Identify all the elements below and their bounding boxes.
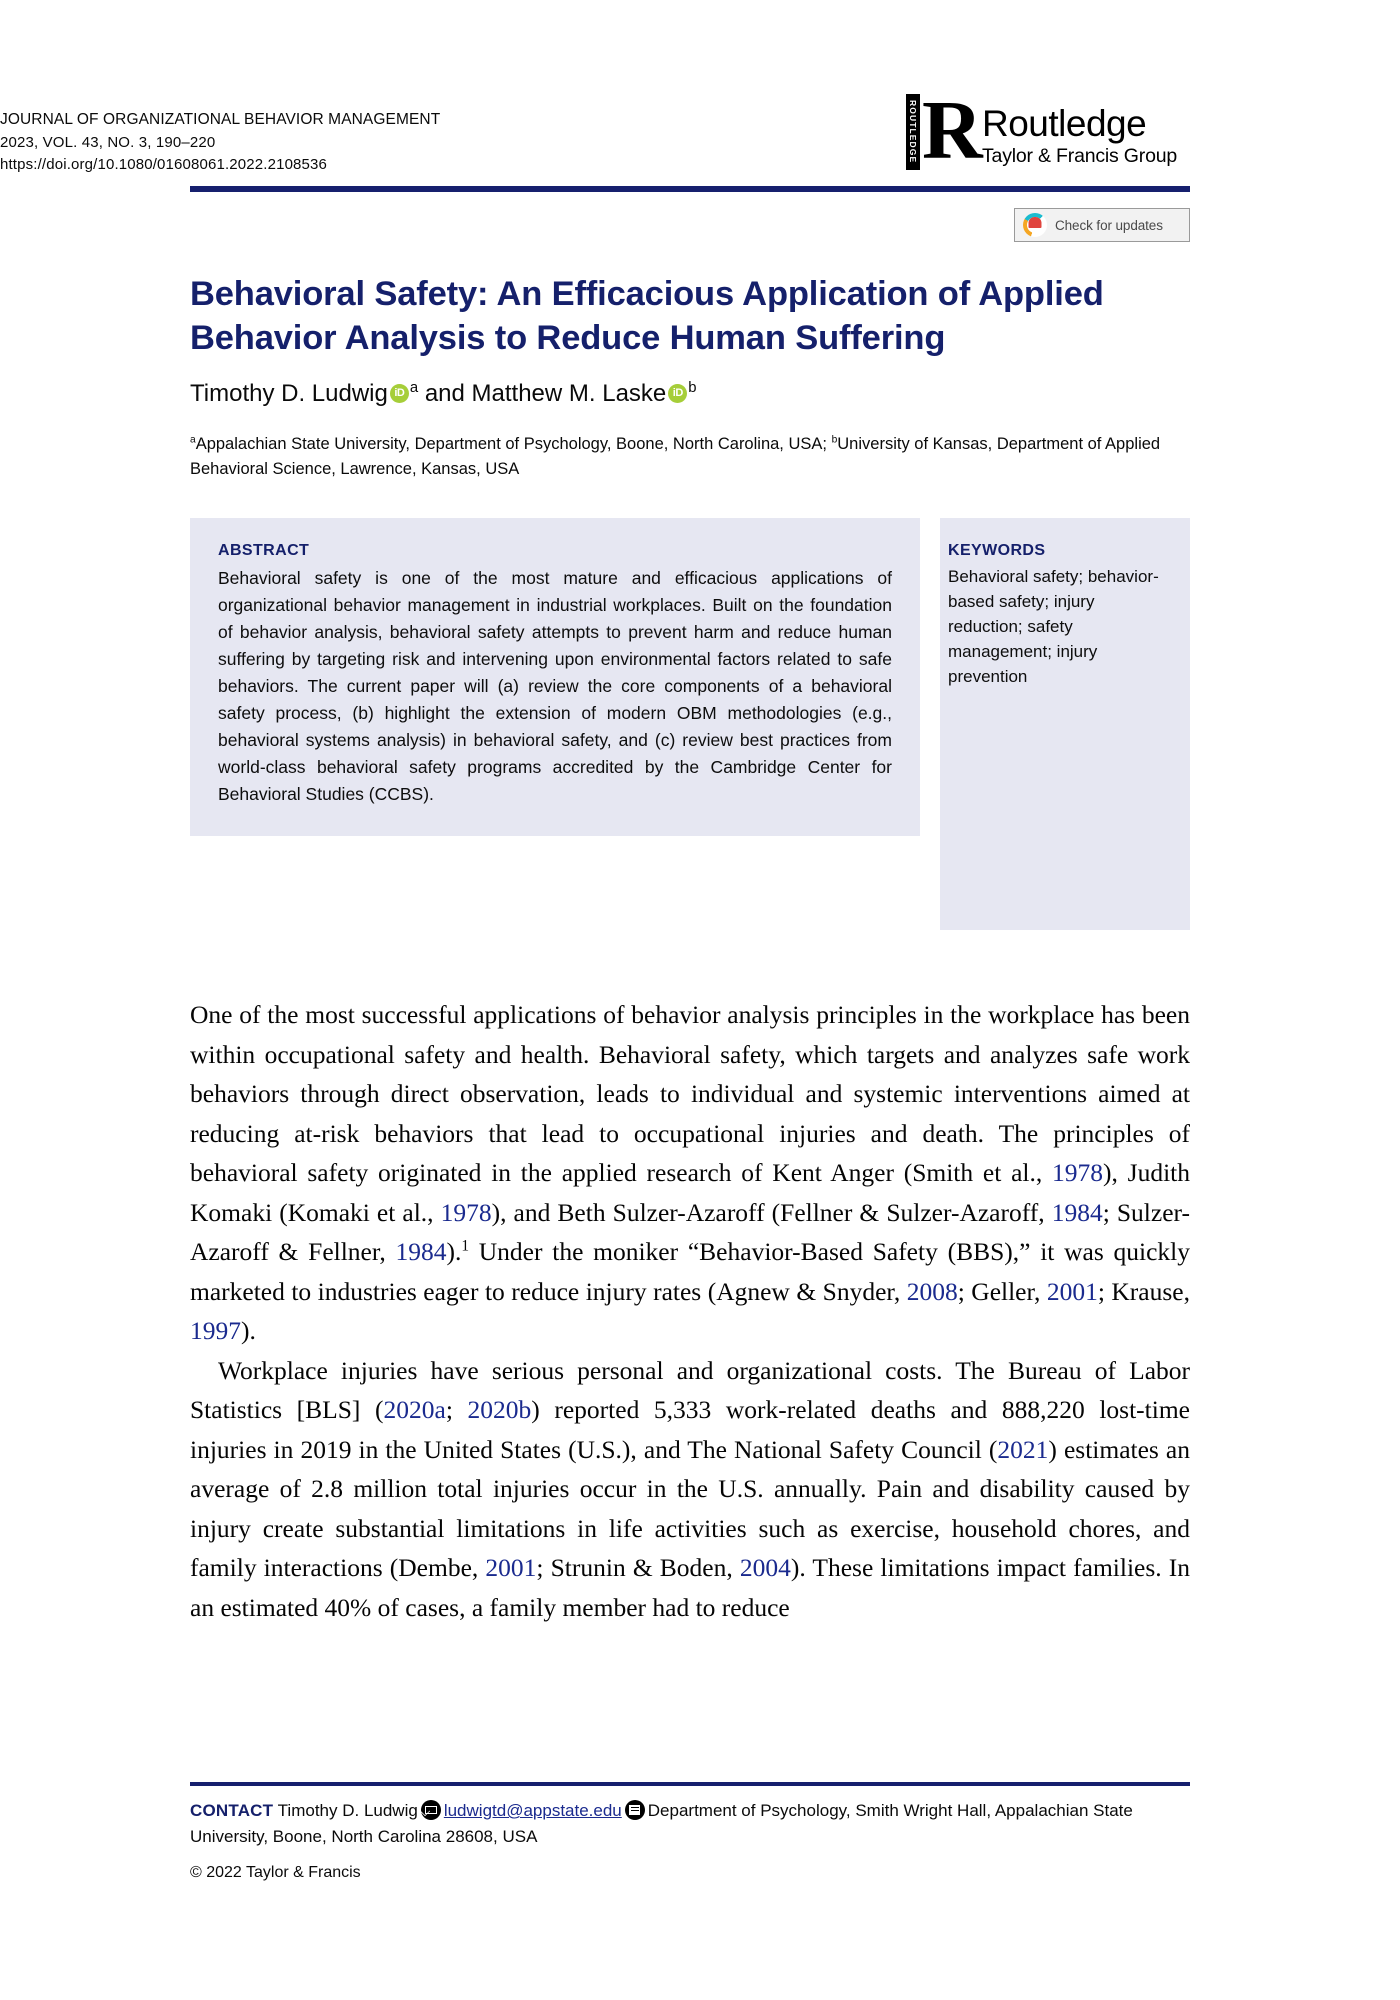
routledge-r-mark-icon bbox=[906, 84, 983, 177]
keywords-text: Behavioral safety; behavior-based safety; injury reduction; safety management; injury prevention bbox=[948, 567, 1159, 686]
paragraph-2-text: ; Strunin & Boden, bbox=[536, 1553, 740, 1582]
contact-address-line-1: Department of Psychology, Smith Wright Hall, bbox=[647, 1801, 992, 1820]
citation-link[interactable]: 2020b bbox=[467, 1395, 532, 1424]
citation-link[interactable]: 1997 bbox=[190, 1316, 241, 1345]
author-affiliation-marker-2: b bbox=[688, 380, 697, 396]
address-card-icon bbox=[625, 1800, 645, 1820]
orcid-id-label: iD bbox=[672, 387, 683, 399]
contact-address-line-2: Appalachian State University, Boone, North Carolina 28608, USA bbox=[190, 1801, 1133, 1846]
affiliation-list bbox=[190, 432, 1165, 482]
citation-link[interactable]: 2020a bbox=[383, 1395, 446, 1424]
citation-link[interactable]: 2008 bbox=[906, 1276, 958, 1306]
paragraph-1-text: One of the most successful applications of behavior analysis principles in the workplace has been within occupational safety and health. Behavioral safety, which targets and analyzes safe work behaviors through direct observation, leads to individual and systemic interventions aimed at reducing at-risk behaviors that lead to occupational injuries and death. The principles of behavioral safety originated in the applied research of Kent Anger (Smith et al., bbox=[190, 1000, 1190, 1187]
keywords-section bbox=[940, 518, 1190, 930]
citation-link[interactable]: 1984 bbox=[1051, 1197, 1103, 1227]
routledge-letter-r: R bbox=[922, 84, 983, 177]
author-name-1: Timothy D. Ludwig bbox=[190, 380, 388, 407]
footnote-marker[interactable]: 1 bbox=[461, 1237, 470, 1255]
journal-issue-line: 2023, VOL. 43, NO. 3, 190–220 bbox=[0, 133, 216, 151]
orcid-id-label: iD bbox=[394, 387, 405, 399]
publisher-name: Routledge bbox=[982, 103, 1147, 144]
orcid-icon[interactable] bbox=[390, 384, 409, 403]
author-affiliation-marker-1: a bbox=[409, 380, 419, 396]
envelope-icon bbox=[421, 1800, 441, 1820]
citation-link[interactable]: 2004 bbox=[739, 1553, 791, 1582]
orcid-icon[interactable] bbox=[668, 384, 687, 403]
paragraph-1-text: ), and Beth Sulzer-Azaroff (Fellner & Sulzer-Azaroff, bbox=[491, 1197, 1052, 1227]
paragraph-1-text: ). bbox=[241, 1316, 256, 1345]
affiliation-text-a: Appalachian State University, Department of Psychology, Boone, North Carolina, USA; bbox=[195, 435, 827, 453]
contact-label: CONTACT bbox=[190, 1801, 274, 1820]
contact-name: Timothy D. Ludwig bbox=[277, 1801, 418, 1820]
author-list bbox=[190, 378, 1180, 410]
paragraph-1-text: ; Sulzer-Azaroff & Fellner, bbox=[190, 1197, 1190, 1266]
abstract-section bbox=[190, 518, 920, 836]
keywords-heading: KEYWORDS bbox=[948, 542, 1046, 559]
publisher-group: Taylor & Francis Group bbox=[982, 145, 1177, 167]
paragraph-1-text: ; Krause, bbox=[1097, 1276, 1190, 1306]
citation-link[interactable]: 1984 bbox=[395, 1237, 447, 1266]
paragraph-2-text: ) estimates an average of 2.8 million total injuries occur in the U.S. annually. Pain and disability caused by injury create substantial limitations in life activities such as exercise, household chores, and family interactions (Dembe, bbox=[190, 1434, 1190, 1582]
journal-masthead bbox=[0, 108, 440, 177]
journal-name: JOURNAL OF ORGANIZATIONAL BEHAVIOR MANAGEMENT bbox=[0, 111, 441, 128]
paragraph-2-text: ; bbox=[445, 1395, 468, 1424]
citation-link[interactable]: 1978 bbox=[1052, 1158, 1104, 1187]
routledge-vertical-text: ROUTLEDGE bbox=[906, 94, 920, 170]
paragraph-1-text: ). bbox=[446, 1237, 462, 1266]
body-paragraph-1 bbox=[190, 995, 1190, 1351]
paragraph-2-text: ). These limitations impact families. In an estimated 40% of cases, a family member had to reduce bbox=[190, 1553, 1191, 1622]
affiliation-text-b: University of Kansas, Department of Applied Behavioral Science, Lawrence, Kansas, USA bbox=[190, 435, 1161, 478]
crossmark-icon bbox=[1023, 213, 1047, 237]
paragraph-2-text: ) reported 5,333 work-related deaths and 888,220 lost-time injuries in 2019 in the United States (U.S.), and The National Safety Council ( bbox=[190, 1395, 1190, 1464]
author-conjunction: and bbox=[424, 380, 465, 407]
header-divider bbox=[190, 186, 1190, 192]
citation-link[interactable]: 2001 bbox=[1046, 1276, 1098, 1306]
publisher-logo bbox=[906, 84, 1190, 177]
contact-block bbox=[190, 1798, 1190, 1850]
abstract-text: Behavioral safety is one of the most mature and efficacious applications of organizational behavior management in industrial workplaces. Built on the foundation of behavior analysis, behavioral safety attempts to prevent harm and reduce human suffering by targeting risk and intervening upon environmental factors related to safe behaviors. The current paper will (a) review the core components of a behavioral safety process, (b) highlight the extension of modern OBM methodologies (e.g., behavioral systems analysis) in behavioral safety, and (c) review best practices from world-class behavioral safety programs accredited by the Cambridge Center for Behavioral Studies (CCBS). bbox=[218, 568, 892, 804]
footer-divider bbox=[190, 1782, 1190, 1786]
page-title: Behavioral Safety: An Efficacious Application of Applied Behavior Analysis to Reduce Human Suffering bbox=[190, 275, 1104, 357]
paragraph-2-text: Workplace injuries have serious personal and organizational costs. The Bureau of Labor Statistics [BLS] ( bbox=[190, 1355, 1190, 1424]
body-paragraph-2 bbox=[190, 1351, 1190, 1628]
affiliation-marker-b: b bbox=[831, 434, 838, 446]
citation-link[interactable]: 2001 bbox=[485, 1553, 537, 1582]
paragraph-1-text: ), Judith Komaki (Komaki et al., bbox=[190, 1158, 1190, 1227]
paragraph-1-text: ; Geller, bbox=[957, 1276, 1047, 1306]
copyright-notice: © 2022 Taylor & Francis bbox=[190, 1864, 361, 1881]
abstract-heading: ABSTRACT bbox=[218, 542, 310, 559]
citation-link[interactable]: 2021 bbox=[997, 1434, 1049, 1464]
contact-email-link[interactable]: ludwigtd@appstate.edu bbox=[443, 1801, 622, 1820]
check-for-updates-label: Check for updates bbox=[1055, 217, 1163, 233]
author-name-2: Matthew M. Laske bbox=[471, 380, 667, 407]
affiliation-marker-a: a bbox=[190, 434, 196, 446]
doi-link[interactable]: https://doi.org/10.1080/01608061.2022.2108536 bbox=[0, 156, 328, 174]
paragraph-1-text: Under the moniker “Behavior-Based Safety (BBS),” it was quickly marketed to industries eager to reduce injury rates (Agnew & Snyder, bbox=[190, 1237, 1191, 1306]
citation-link[interactable]: 1978 bbox=[440, 1197, 492, 1227]
article-body bbox=[190, 995, 1190, 1627]
check-for-updates-badge[interactable] bbox=[1014, 208, 1190, 242]
page-footer bbox=[190, 1798, 1190, 1882]
